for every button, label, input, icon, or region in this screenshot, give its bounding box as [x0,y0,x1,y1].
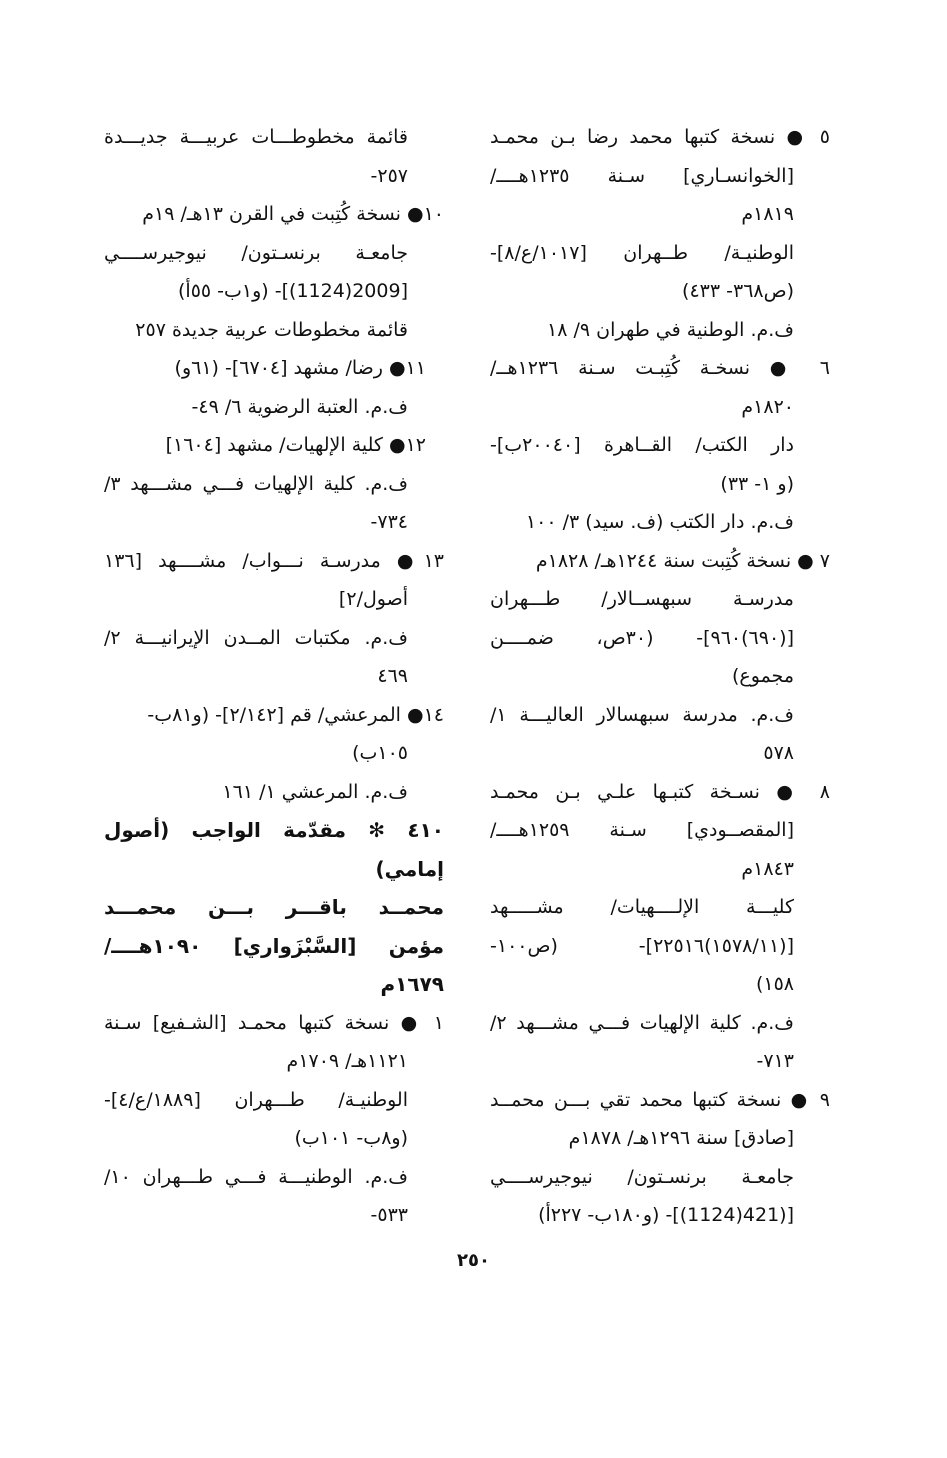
text-line: ٢٥٧- [370,164,408,187]
text-line: ف.م. مدرسة سبهسالار العاليـــة ١/ [490,703,794,726]
text-line: ٧٣٤- [370,511,408,533]
text-line: مدرسـة سبهســالار/ طـــهران [490,588,794,610]
text-line: ٧١٣- [756,1050,794,1072]
text-line: ٤١٠ ✻ مقدّمة الواجب (أصول [104,818,444,842]
text-line: ٧ ● نسخة كُتِبت سنة ١٢٤٤هـ/ ١٨٢٨م [535,549,830,572]
text-line: [صادق] سنة ١٢٩٦هـ/ ١٨٧٨م [568,1127,794,1149]
text-line: [(421(1124)]- (و١٨٠ب- ٢٢٧أ) [538,1204,794,1226]
text-line: ف.م. مكتبات المــدن الإيرانيـــة ٢/ [104,626,408,649]
text-line: دار الكتب/ القــاهرة [٢٠٠٤٠ب]- [490,434,794,456]
text-line: [(١٥٧٨/١١)٢٢٥١٦]- (ص١٠٠- [490,934,794,957]
text-line: ١٨٢٠م [741,395,794,418]
text-line: ف.م. الوطنيـــة فـــي طـــهران ١٠/ [104,1165,408,1188]
text-line: ف.م. دار الكتب (ف. سيد) ٣/ ١٠٠ [525,511,794,533]
page-number: ٢٥٠ [457,1250,490,1271]
text-line: جامعـة برنسـتون/ نيوجيرســــي [490,1165,794,1188]
text-line: (ص٣٦٨- ٤٣٣) [682,280,794,302]
text-line: ١٨١٩م [741,203,794,225]
text-line: إمامي) [375,856,444,881]
text-line: ١٢● كلية الإلهيات/ مشهد [١٦٠٤] [165,434,426,456]
text-line: [الخوانسـاري] سـنة ١٢٣٥هــــ/ [490,164,794,187]
text-line: ٩ ● نسخة كتبها محمد تقي بـــن محمــد [490,1088,830,1111]
text-line: ١٥٨) [755,973,794,995]
right-column [490,118,830,1235]
text-line: كليـــة الإلــــهيات/ مشـــــهد [490,896,794,918]
text-line: ف.م. كلية الإلهيات فـــي مشـــهد ٢/ [490,1011,794,1034]
text-line: مؤمن [السَّبْزَواري] ١٠٩٠هــــ/ [104,933,444,958]
text-line: ١٨٤٣م [741,857,794,880]
text-line: ١٣● مدرسـة نـــواب/ مشــــهد [١٣٦ [104,549,444,572]
text-line: أصول/٢] [338,588,408,610]
text-line: ٥٧٨ [763,742,794,764]
text-line: ١٦٧٩م [380,972,444,996]
text-line: ٥٣٣- [370,1204,408,1226]
text-line: ف.م. كلية الإلهيات فـــي مشـــهد ٣/ [104,472,408,495]
text-line: قائمة مخطوطـــات عربيـــة جديـــدة [104,126,408,148]
text-line: ١٠٥ب) [352,742,408,764]
text-line: محمــد باقـــر بـــن محمـــد [104,895,444,919]
text-line: [(٦٩٠)٩٦٠]- (٣٠ص، ضمــــن [490,626,794,649]
text-line: [المقصــودي] سـنة ١٢٥٩هــــ/ [490,819,794,841]
text-line: الوطنيـة/ طـــهران [١٨٨٩/ع/٤]- [104,1088,408,1111]
text-line: (و ١- ٣٣) [720,472,794,495]
text-line: ف.م. العتبة الرضوية ٦/ ٤٩- [191,395,408,418]
text-line: ١١٢١هـ/ ١٧٠٩م [286,1050,408,1072]
text-line: ١٠● نسخة كُتِبت في القرن ١٣هـ/ ١٩م [142,203,444,225]
text-line: مجموع) [732,665,794,687]
text-line: ١ ● نسخة كتبها محمـد [الشـفيع] سـنة [104,1011,444,1034]
left-column [104,118,444,1235]
text-line: الوطنيـة/ طــهران [١٠١٧/ع/٨]- [490,241,794,264]
text-line: ف.م. الوطنية في طهران ٩/ ١٨ [547,318,794,341]
text-line: [2009(1124)]- (و١ب- ٥٥أ) [177,280,408,302]
text-line: ٦ ● نسخـة كُتِبـت سـنة ١٢٣٦هــ/ [490,357,830,379]
text-line: ٤٦٩ [377,665,408,687]
text-line: ف.م. المرعشي ١/ ١٦١ [222,780,408,803]
text-line: ١١● رضا/ مشهد [٦٧٠٤]- (٦١و) [174,357,426,379]
text-line: ٨ ● نسـخة كتبـها علـي بـن محمـد [490,780,830,803]
text-line: جامعـة برنسـتون/ نيوجيرســــي [104,241,408,264]
text-line: (و٨ب- ١٠١ب) [294,1127,408,1149]
text-line: ١٤● المرعشي/ قم [٢/١٤٢]- (و٨١ب- [147,703,444,726]
text-line: ٥ ● نسخة كتبها محمد رضا بـن محمـد [490,126,830,148]
text-line: قائمة مخطوطات عربية جديدة ٢٥٧ [135,318,408,341]
